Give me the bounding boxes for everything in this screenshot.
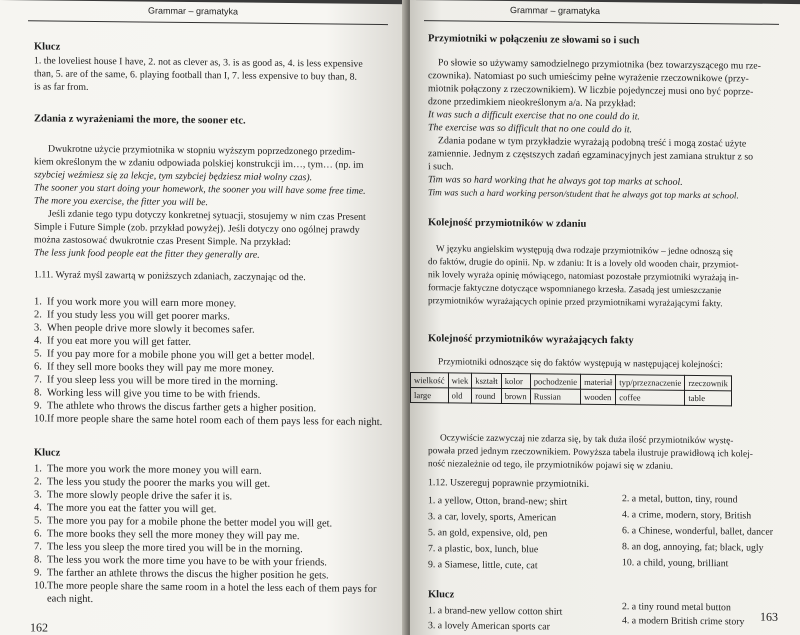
example-line: The more you exercise, the fitter you will be.: [34, 195, 208, 209]
list-item: When people drive more slowly it becomes safer.: [47, 322, 255, 336]
list-item: If you pay more for a mobile phone you will get a better model.: [47, 348, 315, 363]
example-line: Tim was such a hard working person/student that he always got top marks at school.: [428, 187, 739, 201]
list-item: The more books they sell the more money they will pay me.: [47, 528, 300, 543]
body-line: Jeśli zdanie tego typu dotyczy konkretnej sytuacji, stosujemy w nim czas Present: [48, 208, 366, 223]
key-line: than, 5. are of the same, 6. playing football than I, 7. less expensive to buy than, 8.: [34, 68, 357, 83]
list-item: The less you sleep the more tired you will be in the morning.: [47, 541, 303, 556]
table-intro: Przymiotniki odnoszące się do faktów występują w następującej kolejności:: [438, 357, 723, 371]
page-number: 163: [760, 609, 778, 624]
key-heading: Klucz: [428, 589, 455, 601]
body-line: miotnik połączony z rzeczownikiem). W liczbie pojedynczej musi ono być poprze-: [428, 83, 754, 98]
list-item: Working less will give you time to be with friends.: [47, 387, 261, 401]
list-item: The more slowly people drive the safer it is.: [47, 489, 233, 503]
table-header-cell: wiek: [448, 373, 472, 388]
section-heading: Przymiotniki w połączeniu ze słowami so i such: [428, 33, 640, 47]
table-cell: table: [685, 390, 732, 405]
list-item: 9. a Siamese, little, cute, cat: [428, 559, 538, 572]
header-rule: [424, 20, 779, 25]
body-line: czownika). Natomiast po such umieścimy pełne wyrażenie rzeczownikowe (przy-: [428, 70, 749, 85]
table-cell: wooden: [581, 389, 616, 404]
key-line: is as far from.: [34, 81, 89, 93]
table-cell: round: [472, 388, 501, 403]
list-item: 2. a tiny round metal button: [622, 601, 731, 614]
exercise-title: 1.11. Wyraź myśl zawartą w poniższych zdaniach, zaczynając od the.: [34, 269, 306, 284]
table-cell: Russian: [530, 389, 580, 405]
list-item: 4. a modern British crime story: [622, 615, 745, 628]
running-head-right: Grammar – gramatyka: [510, 5, 601, 16]
list-item: If you work more you will earn more money.: [47, 296, 237, 310]
body-line: kiem określonym the w zdaniu odpowiada polskiej konstrukcji im…, tym… (np. im: [34, 156, 364, 171]
list-item: 3. a car, lovely, sports, American: [428, 511, 557, 524]
list-item: The less you work the more time you have to be with your friends.: [47, 554, 327, 569]
body-line: Zdania podane w tym przykładzie wyrażają podobną treść i mogą zostać użyte: [438, 135, 747, 150]
table-header-cell: materiał: [581, 374, 616, 389]
list-item: If you sleep less you will be more tired in the morning.: [47, 374, 278, 388]
body-line: powała przed jednym rzeczownikiem. Powyższa tabela ilustruje prawidłową ich kolej-: [428, 446, 753, 460]
right-page: [410, 0, 800, 635]
list-item: 3. a lovely American sports car: [428, 620, 550, 633]
body-line: można zastosować dwukrotnie czas Present Simple. Na przykład:: [34, 234, 291, 249]
section-heading: Kolejność przymiotników w zdaniu: [428, 217, 587, 230]
list-item: The more you eat the fatter you will get.: [47, 502, 217, 516]
body-line: nik lovely wyraża opinię mówiącego, natomiast pozostałe przymiotniki wyrażają in-: [428, 269, 739, 283]
table-header-cell: typ/przeznaczenie: [616, 375, 685, 391]
list-item: The more people share the same room in a hotel the less each of them pays for: [47, 580, 377, 595]
list-item: 5. an gold, expensive, old, pen: [428, 527, 548, 540]
list-item: 2. a metal, button, tiny, round: [622, 493, 738, 506]
list-item: 10. a child, young, brilliant: [622, 557, 729, 570]
list-item: If more people share the same hotel room each of them pays less for each night.: [47, 413, 383, 429]
body-line: szybciej weźmiesz się za lekcje, tym szybciej będziesz miał wolny czas).: [34, 169, 313, 184]
key-heading: Klucz: [34, 447, 61, 459]
list-item: The less you study the poorer the marks you will get.: [47, 476, 271, 490]
list-item: If you study less you will get poorer marks.: [47, 309, 230, 323]
table-row: [411, 388, 732, 406]
body-line: Dwukrotne użycie przymiotnika w stopniu wyższym poprzedzonego przedim-: [48, 143, 356, 158]
table-cell: coffee: [616, 390, 685, 406]
list-item: 1. a brand-new yellow cotton shirt: [428, 605, 563, 618]
table-cell: large: [411, 388, 449, 403]
body-line: zamiennie. Jednym z częstszych zadań egzaminacyjnych jest zamiana struktur z so: [428, 148, 754, 163]
key-line: 1. the loveliest house I have, 2. not as clever as, 3. is as good as, 4. is less expensive: [34, 55, 363, 70]
table-header-cell: rzeczownik: [685, 375, 732, 390]
page-number-left: 162: [30, 620, 48, 635]
section-heading: Zdania z wyrażeniami the more, the sooner etc.: [34, 113, 246, 127]
exercise-title: 1.12. Uszereguj poprawnie przymiotniki.: [428, 477, 590, 490]
list-item: The more you work the more money you will earn.: [47, 463, 262, 477]
running-head-left: Grammar – gramatyka: [148, 5, 239, 17]
list-item-continuation: each night.: [47, 593, 94, 605]
list-item: 8. an dog, annoying, fat; black, ugly: [622, 541, 764, 554]
example-line: The less junk food people eat the fitter they generally are.: [34, 247, 260, 261]
list-item: The more you pay for a mobile phone the better model you will get.: [47, 515, 333, 530]
list-item: The farther an athlete throws the discus the higher position he gets.: [47, 567, 329, 582]
table-header-cell: pochodzenie: [530, 374, 580, 390]
example-line: It was such a difficult exercise that no one could do it.: [428, 109, 640, 123]
body-line: Simple i Future Simple (zob. przykład powyżej). Jeśli dotyczy ono ogólnej prawdy: [34, 221, 360, 236]
list-item: 1. a yellow, Otton, brand-new; shirt: [428, 495, 568, 508]
body-line: W języku angielskim występują dwa rodzaje przymiotników – jedne odnoszą się: [436, 243, 733, 257]
body-line: ność niezależnie od tego, ile przymiotników pojawi się w zdaniu.: [428, 459, 673, 472]
body-line: i such.: [428, 161, 454, 173]
table-header-cell: kolor: [501, 373, 530, 388]
body-line: dzone przedimkiem nieokreślonym a/a. Na przykład:: [428, 96, 636, 110]
table-cell: brown: [501, 388, 530, 403]
body-line: do faktów, drugie do opinii. Np. w zdaniu: It is a lovely old wooden chair, przymiot-: [428, 256, 739, 270]
body-line: Po słowie so używamy samodzielnego przymiotnika (bez towarzyszącego mu rze-: [438, 57, 761, 72]
table-header-cell: wielkość: [411, 373, 449, 388]
list-item: 6. a Chinese, wonderful, ballet, dancer: [622, 525, 773, 538]
body-line: przymiotników wyrażających opinie przed przymiotnikami wyrażającymi fakty.: [428, 295, 723, 309]
example-line: The exercise was so difficult that no one could do it.: [428, 122, 632, 136]
list-item: 7. a plastic, box, lunch, blue: [428, 543, 539, 556]
list-item: The athlete who throws the discus farther gets a higher position.: [47, 400, 317, 415]
key-heading: Klucz: [34, 41, 61, 53]
exercise-list: 1. If you work more you will earn more money. 2. If you study less you will get poorer marks. 3. When people drive more slowly it becomes safer. 4. If you eat more you will get fatter. 5. If you pay more for a mobile phone you will get a better model. 6. If they sell more books they will pay me more money. 7. If you sleep less you will be more tired in the morning. 8. Working less will give you time to be with friends. 9. The athlete who throws the discus farther gets a higher position. 10.If more people share the same hotel room each of them pays less for each night.: [34, 296, 383, 429]
table-cell: old: [448, 388, 472, 403]
list-item: 4. a crime, modern, story, British: [622, 509, 752, 522]
list-item: If you eat more you will get fatter.: [47, 335, 192, 349]
example-line: The sooner you start doing your homework, the sooner you will have some free time.: [34, 182, 366, 197]
key-list: 1. The more you work the more money you will earn. 2. The less you study the poorer the marks you will get. 3. The more slowly people drive the safer it is. 4. The more you eat the fatter you will get. 5. The more you pay for a mobile phone the better model you will get. 6. The more books they sell the more money they will pay me. 7. The less you sleep the more tired you will be in the morning. 8. The less you work the more time you have to be with your friends. 9. The farther an athlete throws the discus the higher position he gets. 10.The more people share the same room in a hotel the less each of them pays for each night.: [34, 463, 377, 605]
header-rule: [28, 20, 388, 25]
list-item: If they sell more books they will pay me more money.: [47, 361, 275, 375]
example-line: Tim was so hard working that he always got top marks at school.: [428, 174, 683, 188]
table-header-cell: kształt: [472, 373, 501, 388]
body-line: formacje faktyczne dotyczące wspomnianego krzesła. Zasadą jest umieszczanie: [428, 282, 722, 296]
adjective-order-table: [410, 372, 732, 406]
section-heading: Kolejność przymiotników wyrażających fakty: [428, 333, 634, 347]
body-line: Oczywiście zazwyczaj nie zdarza się, by tak duża ilość przymiotników wystę-: [440, 433, 734, 447]
